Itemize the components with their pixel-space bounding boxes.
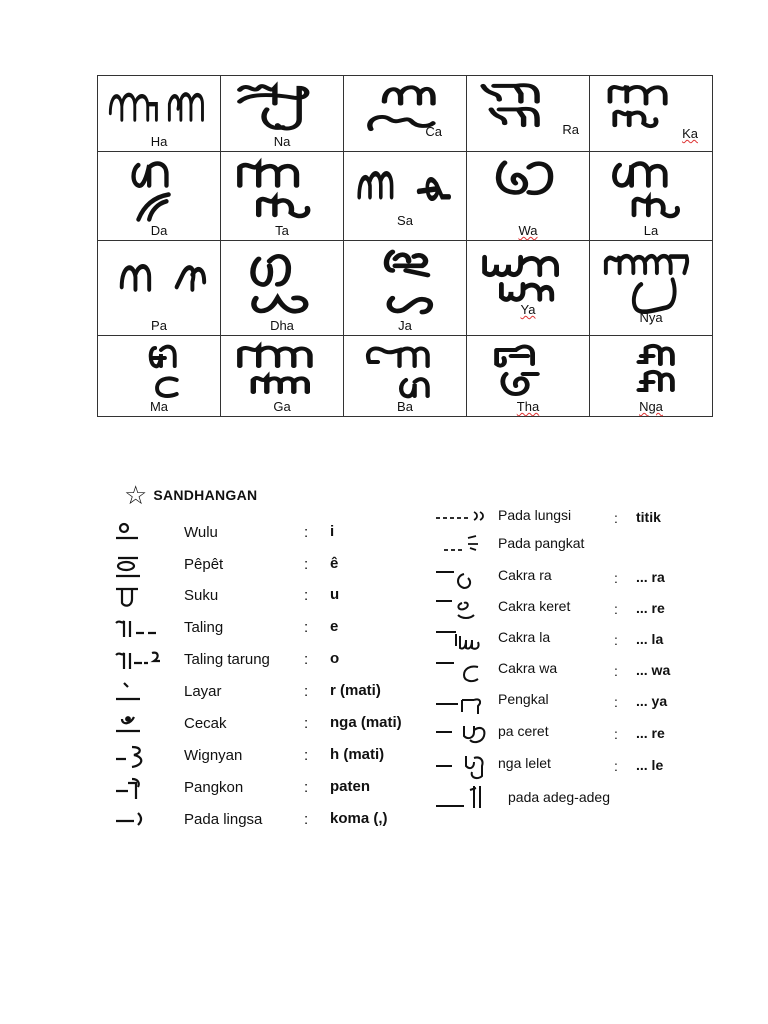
sandhangan-row: Cakra la : ... la [434,626,714,652]
sandhangan-row: Cakra ra : ... ra [434,564,714,590]
aksara-row [98,241,713,336]
sandhangan-section [96,476,716,836]
aksara-label: La [643,223,659,238]
sandhangan-row: Cecak : nga (mati) [114,711,444,737]
aksara-label: Ra [562,122,579,137]
aksara-cell [590,76,713,152]
sandhangan-row: Wulu : i [114,520,444,546]
sandhangan-row: Taling : e [114,615,444,641]
cakra-la-mark [434,626,494,654]
aksara-label: Ga [273,399,291,414]
sandhangan-title: SANDHANGAN [153,487,258,503]
aksara-ha-glyph [106,80,214,135]
sandhangan-row: Pêpêt : ê [114,552,444,578]
aksara-cell [98,336,221,417]
aksara-dha-glyph [229,245,337,319]
sandhangan-row: Cakra keret : ... re [434,595,714,621]
wulu-mark [114,520,170,548]
aksara-cell [98,152,221,241]
layar-mark [114,679,170,707]
aksara-row [98,76,713,152]
aksara-cell [590,152,713,241]
cakra-ra-mark [434,564,494,592]
sandhangan-row: Pada lingsa : koma (,) [114,807,444,833]
aksara-cell [344,152,467,241]
aksara-ta-glyph [229,156,337,224]
aksara-da-glyph [106,156,214,224]
aksara-label: Ja [398,318,412,333]
sandhangan-row: Taling tarung : o [114,647,444,673]
aksara-cell [221,76,344,152]
aksara-ca-glyph [352,80,460,135]
sandhangan-row: Pangkon : paten [114,775,444,801]
aksara-na-glyph [229,80,337,135]
aksara-cell [344,76,467,152]
taling-mark [114,615,170,643]
aksara-cell [467,241,590,336]
aksara-cell [467,76,590,152]
aksara-label: Ka [682,126,698,141]
aksara-label: Ma [149,399,169,414]
aksara-cell [467,152,590,241]
aksara-cell [98,241,221,336]
aksara-ma-glyph [106,340,214,400]
aksara-cell [344,241,467,336]
pada-adeg-adeg-mark [434,784,494,812]
sandhangan-row: pa ceret : ... re [434,720,714,746]
aksara-nya-glyph [598,245,706,319]
aksara-label: Nga [639,399,663,414]
cakra-keret-mark [434,595,494,623]
aksara-pa-glyph [106,245,214,319]
aksara-cell [221,241,344,336]
aksara-label: Tha [516,399,540,414]
pepet-mark [114,552,170,580]
pa-ceret-mark [434,720,494,748]
aksara-label: Ba [397,399,413,414]
aksara-row [98,336,713,417]
aksara-cell [98,76,221,152]
sandhangan-row: nga lelet : ... le [434,752,714,778]
pada-lingsa-mark [114,807,170,835]
aksara-la-glyph [598,156,706,224]
aksara-label: Ta [275,223,289,238]
star-outline-icon: ☆ [124,480,148,510]
sandhangan-row: pada adeg-adeg [434,784,714,810]
cakra-wa-mark [434,657,494,685]
pangkon-mark [114,775,170,803]
sandhangan-heading [124,482,257,508]
suku-mark [114,583,170,611]
aksara-cell [344,336,467,417]
aksara-label: Da [150,223,168,238]
aksara-label: Ya [520,302,536,317]
aksara-cell [467,336,590,417]
cecak-mark [114,711,170,739]
aksara-cell [590,241,713,336]
aksara-label: Wa [518,223,538,238]
aksara-tha-glyph [475,340,583,400]
aksara-label: Nya [639,310,663,325]
sandhangan-row: Suku : u [114,583,444,609]
sandhangan-row: Cakra wa : ... wa [434,657,714,683]
aksara-label: Dha [270,318,294,333]
aksara-label: Sa [397,213,413,228]
aksara-nga-glyph [598,340,706,400]
aksara-ja-glyph [352,245,460,319]
aksara-cell [221,336,344,417]
nga-lelet-mark [434,752,494,780]
aksara-label: Na [273,134,291,149]
aksara-label: Pa [151,318,167,333]
aksara-table [97,75,713,417]
sandhangan-row: Pengkal : ... ya [434,688,714,714]
pada-pangkat-mark [434,532,494,560]
sandhangan-row: Pada lungsi : titik [434,504,714,530]
wignyan-mark [114,743,170,771]
pada-lungsi-mark [434,504,494,532]
sandhangan-row: Pada pangkat [434,532,714,558]
aksara-cell [590,336,713,417]
aksara-label: Ha [150,134,168,149]
sandhangan-row: Layar : r (mati) [114,679,444,705]
aksara-ga-glyph [229,340,337,400]
aksara-wa-glyph [475,156,583,224]
taling-tarung-mark [114,647,170,675]
aksara-ba-glyph [352,340,460,400]
sandhangan-row: Wignyan : h (mati) [114,743,444,769]
aksara-cell [221,152,344,241]
aksara-label: Ca [425,124,442,139]
pengkal-mark [434,688,494,716]
aksara-row [98,152,713,241]
